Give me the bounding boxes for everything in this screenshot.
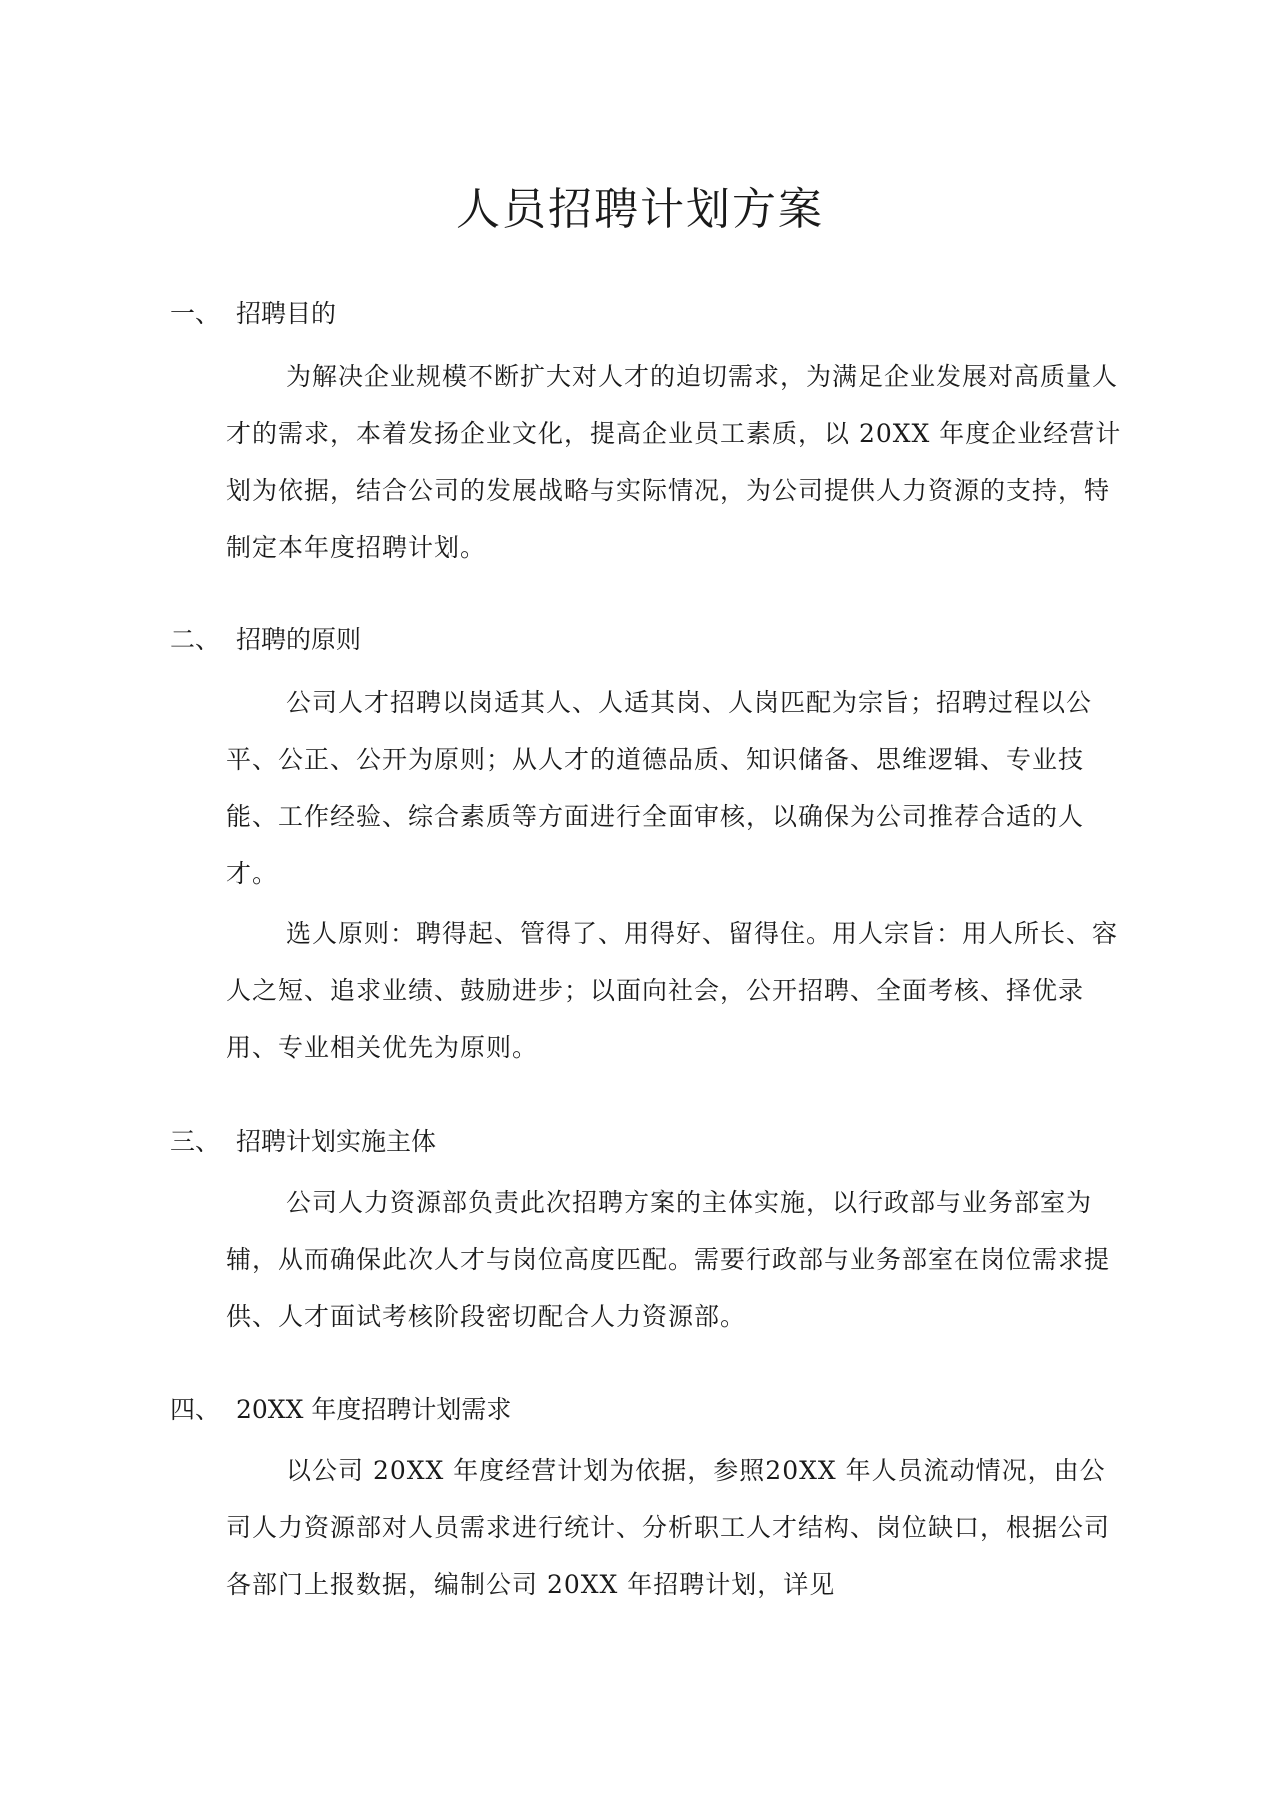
section-heading-purpose (170, 296, 336, 332)
section-number: 二、 (170, 625, 221, 654)
section-number: 三、 (170, 1127, 221, 1156)
paragraph-implementation: 公司人力资源部负责此次招聘方案的主体实施，以行政部与业务部室为辅，从而确保此次人才与岗位高度匹配。需要行政部与业务部室在岗位需求提供、人才面试考核阶段密切配合人力资源部。 (226, 1188, 1111, 1331)
page-title: 人员招聘计划方案 (456, 184, 824, 235)
section-heading-demand (170, 1392, 511, 1428)
section-heading-principles (170, 622, 361, 658)
section-title: 招聘目的 (236, 299, 337, 328)
paragraph-demand: 以公司 20XX 年度经营计划为依据，参照20XX 年人员流动情况，由公司人力资源部对人员需求进行统计、分析职工人才结构、岗位缺口，根据公司各部门上报数据，编制公司 20XX 年招聘计划，详见 (226, 1456, 1111, 1599)
section-number: 四、 (170, 1395, 221, 1424)
section-title: 招聘的原则 (236, 625, 362, 654)
paragraph-principles: 公司人才招聘以岗适其人、人适其岗、人岗匹配为宗旨；招聘过程以公平、公正、公开为原则；从人才的道德品质、知识储备、思维逻辑、专业技能、工作经验、综合素质等方面进行全面审核，以确保为公司推荐合适的人才。 (226, 688, 1093, 888)
paragraph-selection-principles: 选人原则：聘得起、管得了、用得好、留得住。用人宗旨：用人所长、容人之短、追求业绩、鼓励进步；以面向社会，公开招聘、全面考核、择优录用、专业相关优先为原则。 (226, 919, 1119, 1062)
section-title: 招聘计划实施主体 (236, 1127, 437, 1156)
paragraph-purpose: 为解决企业规模不断扩大对人才的迫切需求，为满足企业发展对高质量人才的需求，本着发扬企业文化，提高企业员工素质，以 20XX 年度企业经营计划为依据，结合公司的发展战略与实际情况，为公司提供人力资源的支持，特制定本年度招聘计划。 (226, 362, 1122, 562)
section-number: 一、 (170, 299, 221, 328)
section-title: 20XX 年度招聘计划需求 (236, 1395, 512, 1424)
section-heading-implementation (170, 1124, 436, 1160)
